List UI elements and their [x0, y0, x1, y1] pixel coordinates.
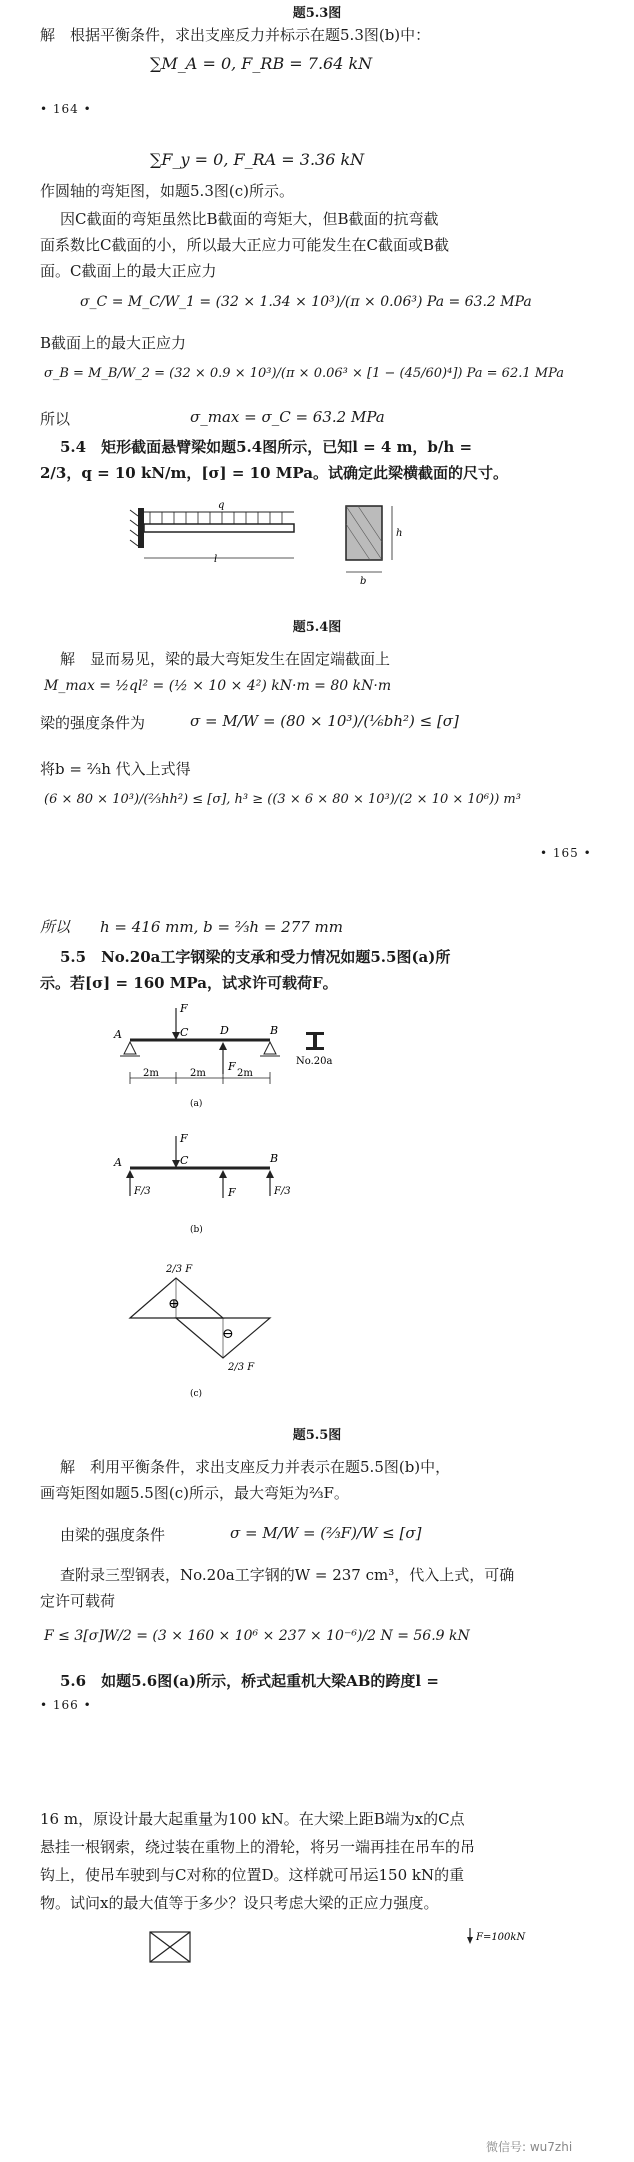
page-number: • 165 •	[540, 846, 592, 860]
equation: σ_C = M_C/W_1 = (32 × 1.34 × 10³)/(π × 0.06³) Pa = 63.2 MPa	[80, 294, 532, 310]
rectangular-section	[346, 506, 402, 587]
figure-5-6-partial	[0, 1920, 634, 2162]
svg-text:q: q	[218, 500, 225, 511]
moment-diagram-c	[130, 1264, 270, 1399]
equation: σ_B = M_B/W_2 = (32 × 0.9 × 10³)/(π × 0.06³ × [1 − (45/60)⁴]) Pa = 62.1 MPa	[44, 366, 564, 381]
equation: 所以 h = 416 mm, b = ⅔h = 277 mm	[40, 918, 344, 936]
paragraph: 面系数比C截面的小，所以最大正应力可能发生在C截面或B截	[40, 236, 449, 254]
paragraph: 面。C截面上的最大正应力	[40, 262, 217, 280]
label-B-b: B	[270, 1152, 279, 1165]
paragraph: 16 m，原设计最大起重量为100 kN。在大梁上距B端为x的C点	[40, 1810, 465, 1828]
paragraph: 悬挂一根钢索，绕过装在重物上的滑轮，将另一端再挂在吊车的吊	[40, 1838, 476, 1856]
figure-5-5	[110, 1000, 450, 1450]
label-F-a2: F	[228, 1060, 236, 1073]
equation: (6 × 80 × 10³)/(⅔hh²) ≤ [σ], h³ ≥ ((3 × 6 × 80 × 10³)/(2 × 10 × 10⁶)) m³	[44, 792, 521, 807]
paragraph: 梁的强度条件为	[40, 714, 146, 732]
solution-paragraph: 解 根据平衡条件，求出支座反力并标示在题5.3图(b)中：	[40, 26, 431, 44]
label-D-a: D	[220, 1024, 229, 1037]
sub-label-a: (a)	[190, 1099, 203, 1109]
equation: σ = M/W = (⅔F)/W ≤ [σ]	[230, 1524, 422, 1542]
page-number: • 164 •	[40, 102, 92, 116]
label-A-a: A	[114, 1028, 122, 1041]
figure-caption-5-3: 题5.3图	[292, 6, 342, 21]
paragraph: 作圆轴的弯矩图，如题5.3图(c)所示。	[40, 182, 294, 200]
minus-sign: ⊖	[222, 1326, 234, 1342]
paragraph: 查附录三型钢表，No.20a工字钢的W = 237 cm³，代入上式，可确	[60, 1566, 515, 1584]
cantilever-beam	[130, 500, 294, 565]
section-label: No.20a	[296, 1056, 333, 1067]
solution-paragraph: 解 利用平衡条件，求出支座反力并表示在题5.5图(b)中，	[60, 1458, 451, 1476]
equation: F ≤ 3[σ]W/2 = (3 × 160 × 10⁶ × 237 × 10⁻⁶)/2 N = 56.9 kN	[44, 1628, 470, 1644]
dim-label-3: 2m	[237, 1068, 253, 1079]
sub-label-b: (b)	[190, 1225, 203, 1235]
solution-paragraph: 解 显而易见，梁的最大弯矩发生在固定端截面上	[60, 650, 391, 668]
plus-sign: ⊕	[168, 1296, 180, 1312]
label-C-b: C	[180, 1154, 189, 1167]
sub-label-c: (c)	[190, 1389, 203, 1399]
figure-5-4	[130, 498, 450, 608]
paragraph: 所以	[40, 410, 71, 428]
label-2F3-top: 2/3 F	[166, 1264, 193, 1275]
equation: σ_max = σ_C = 63.2 MPa	[190, 408, 385, 426]
paragraph: 因C截面的弯矩虽然比B截面的弯矩大，但B截面的抗弯截	[60, 210, 439, 228]
beam-diagram-b	[113, 1132, 291, 1235]
dim-label-1: 2m	[143, 1068, 159, 1079]
paragraph: 定许可载荷	[40, 1592, 116, 1610]
problem-statement: 5.5 No.20a工字钢梁的支承和受力情况如题5.5图(a)所	[60, 948, 451, 966]
label-F-b2: F	[228, 1186, 236, 1199]
equation: σ = M/W = (80 × 10³)/(⅙bh²) ≤ [σ]	[190, 712, 459, 730]
paragraph: 将b = ⅔h 代入上式得	[40, 760, 191, 778]
load-label: F=100kN	[476, 1932, 526, 1943]
i-beam-section	[306, 1032, 324, 1050]
paragraph: 钩上，使吊车驶到与C对称的位置D。这样就可吊运150 kN的重	[40, 1866, 465, 1884]
page-number: • 166 •	[40, 1698, 92, 1712]
paragraph: 由梁的强度条件	[60, 1526, 166, 1544]
label-A-b: A	[114, 1156, 122, 1169]
problem-statement: 5.4 矩形截面悬臂梁如题5.4图所示，已知l = 4 m，b/h =	[60, 438, 473, 456]
label-C-a: C	[180, 1026, 189, 1039]
figure-caption-5-5: 题5.5图	[292, 1428, 342, 1443]
problem-statement: 5.6 如题5.6图(a)所示，桥式起重机大梁AB的跨度l =	[60, 1672, 439, 1690]
paragraph: 物。试问x的最大值等于多少？设只考虑大梁的正应力强度。	[40, 1894, 439, 1912]
label-B-a: B	[270, 1024, 279, 1037]
label-F-b1: F	[180, 1132, 188, 1145]
watermark: 微信号: wu7zhi	[486, 2140, 573, 2154]
equation: M_max = ½ql² = (½ × 10 × 4²) kN·m = 80 kN·m	[44, 678, 392, 694]
dim-label-2: 2m	[190, 1068, 206, 1079]
problem-statement: 2/3，q = 10 kN/m，[σ] = 10 MPa。试确定此梁横截面的尺寸。	[40, 464, 508, 482]
label-F-a1: F	[180, 1002, 188, 1015]
paragraph: 画弯矩图如题5.5图(c)所示，最大弯矩为⅔F。	[40, 1484, 349, 1502]
figure-caption-5-4: 题5.4图	[292, 620, 342, 635]
label-F3-right: F/3	[274, 1186, 291, 1197]
paragraph: B截面上的最大正应力	[40, 334, 187, 352]
label-2F3-bottom: 2/3 F	[228, 1362, 255, 1373]
label-F3-left: F/3	[134, 1186, 151, 1197]
svg-text:b: b	[360, 576, 367, 587]
beam-diagram-a	[113, 1002, 332, 1109]
svg-text:h: h	[396, 528, 403, 539]
equation: ∑M_A = 0, F_RB = 7.64 kN	[150, 54, 373, 73]
problem-statement: 示。若[σ] = 160 MPa，试求许可载荷F。	[40, 974, 338, 992]
equation: ∑F_y = 0, F_RA = 3.36 kN	[150, 150, 365, 169]
svg-text:l: l	[214, 554, 218, 565]
crane-truss	[150, 1932, 190, 1962]
